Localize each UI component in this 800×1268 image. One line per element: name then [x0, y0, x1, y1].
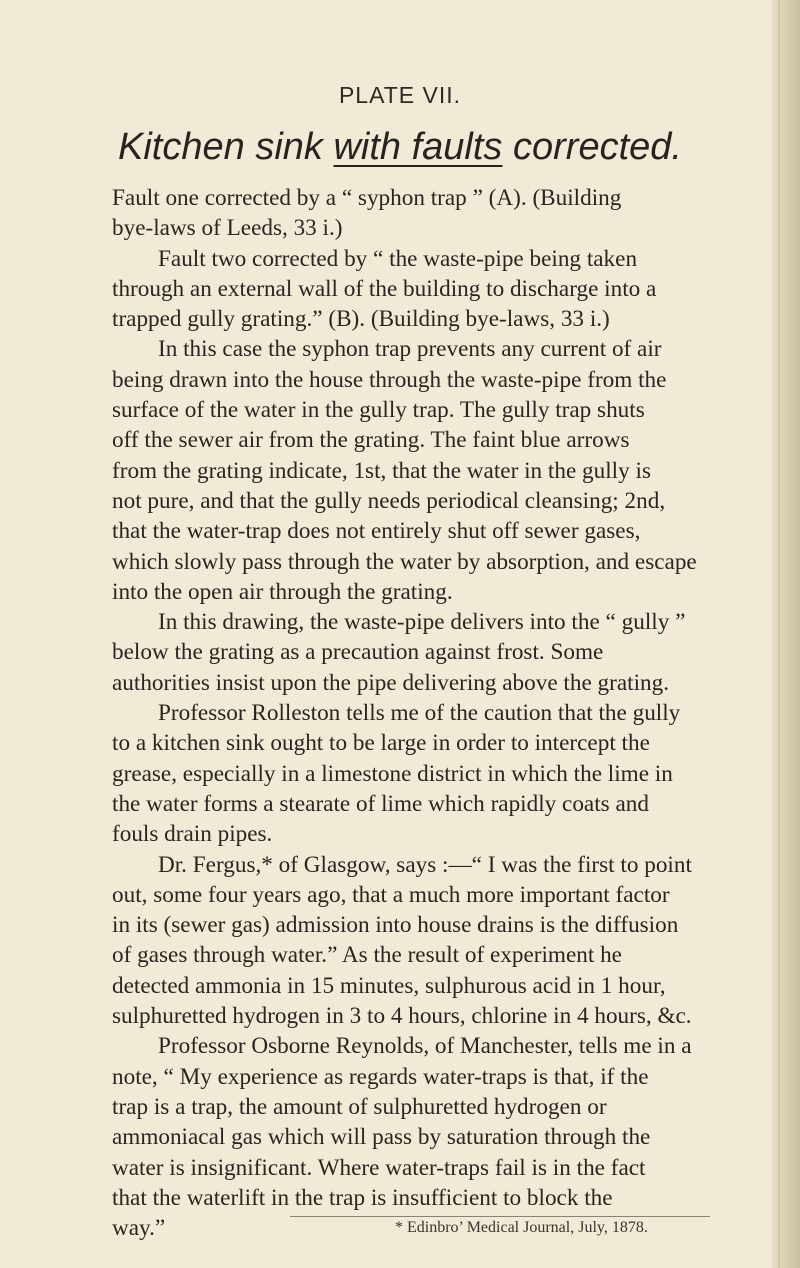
text-line: through an external wall of the building to discharge into a — [112, 275, 657, 302]
footnote: * Edinbro’ Medical Journal, July, 1878. — [395, 1219, 648, 1236]
text-line: In this drawing, the waste-pipe delivers into the “ gully ” — [158, 609, 686, 636]
text-line: of gases through water.” As the result of experiment he — [112, 942, 622, 969]
text-line: In this case the syphon trap prevents any current of air — [158, 336, 662, 363]
text-line: not pure, and that the gully needs periodical cleansing; 2nd, — [112, 487, 666, 514]
text-line: sulphuretted hydrogen in 3 to 4 hours, chlorine in 4 hours, &c. — [112, 1003, 692, 1030]
text-line: being drawn into the house through the waste-pipe from the — [112, 366, 667, 393]
text-line: detected ammonia in 15 minutes, sulphurous acid in 1 hour, — [112, 972, 666, 999]
title-underlined: with faults — [333, 126, 503, 168]
text-line: water is insignificant. Where water-traps fail is in the fact — [112, 1154, 646, 1181]
text-line: ammoniacal gas which will pass by saturation through the — [112, 1124, 651, 1151]
text-line: Dr. Fergus,* of Glasgow, says :—“ I was the first to point — [158, 851, 692, 878]
text-line: bye-laws of Leeds, 33 i.) — [112, 215, 343, 242]
body-text — [112, 183, 776, 1243]
text-line: the water forms a stearate of lime which rapidly coats and — [112, 790, 649, 817]
text-line: off the sewer air from the grating. The faint blue arrows — [112, 427, 630, 454]
text-line: fouls drain pipes. — [112, 821, 273, 848]
page-edge-shadow — [772, 0, 800, 1268]
text-line: from the grating indicate, 1st, that the water in the gully is — [112, 457, 651, 484]
title-part-2: corrected. — [502, 126, 682, 168]
text-line: note, “ My experience as regards water-traps is that, if the — [112, 1063, 649, 1090]
text-line: trap is a trap, the amount of sulphuretted hydrogen or — [112, 1093, 607, 1120]
text-line: Professor Osborne Reynolds, of Manchester, tells me in a — [158, 1033, 692, 1060]
text-line: that the water-trap does not entirely shut off sewer gases, — [112, 518, 641, 545]
text-line: Professor Rolleston tells me of the caution that the gully — [158, 700, 681, 727]
text-line: out, some four years ago, that a much more important factor — [112, 881, 670, 908]
text-line: that the waterlift in the trap is insufficient to block the — [112, 1184, 613, 1211]
text-line: to a kitchen sink ought to be large in order to intercept the — [112, 730, 650, 757]
text-line: Fault one corrected by a “ syphon trap ” (A). (Building — [112, 185, 622, 211]
footnote-divider — [290, 1216, 710, 1217]
page-title — [0, 126, 800, 169]
plate-label: PLATE VII. — [338, 82, 462, 108]
text-line: into the open air through the grating. — [112, 578, 453, 605]
text-line: Fault two corrected by “ the waste-pipe being taken — [158, 245, 638, 272]
text-line: in its (sewer gas) admission into house drains is the diffusion — [112, 912, 679, 939]
title-part-1: Kitchen sink — [118, 126, 334, 168]
text-line: authorities insist upon the pipe delivering above the grating. — [112, 669, 670, 696]
text-line: surface of the water in the gully trap. The gully trap shuts — [112, 397, 645, 424]
text-line: below the grating as a precaution against frost. Some — [112, 639, 604, 666]
text-line: trapped gully grating.” (B). (Building bye-laws, 33 i.) — [112, 306, 610, 333]
text-line: way.” — [112, 1215, 166, 1242]
text-line: grease, especially in a limestone district in which the lime in — [112, 760, 673, 787]
text-line: which slowly pass through the water by absorption, and escape — [112, 548, 697, 575]
